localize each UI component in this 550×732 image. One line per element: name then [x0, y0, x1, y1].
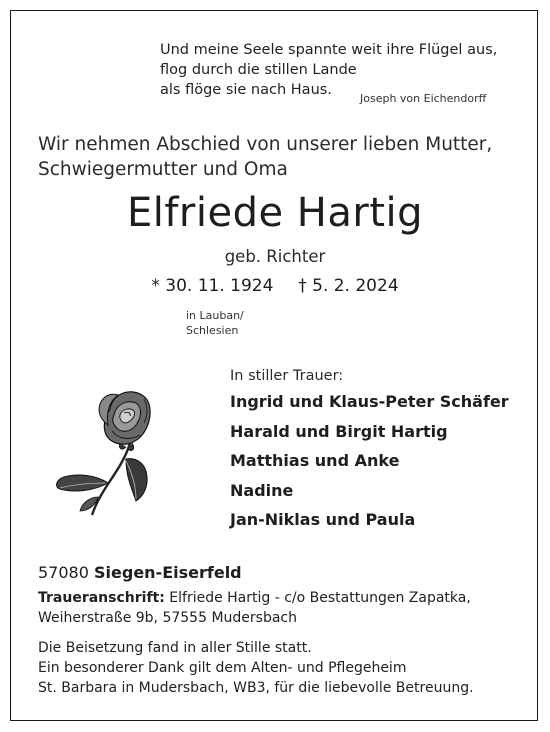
address-line: Elfriede Hartig - c/o Bestattungen Zapatka, — [169, 590, 471, 606]
birth-place-line: Schlesien — [186, 324, 239, 337]
poem-line: flog durch die stillen Lande — [160, 62, 357, 78]
poem — [160, 40, 497, 100]
mourner-name: Matthias und Anke — [230, 451, 400, 470]
deceased-name: Elfriede Hartig — [126, 190, 424, 236]
mourner-name: Ingrid und Klaus-Peter Schäfer — [230, 392, 509, 411]
poem-line: als flöge sie nach Haus. — [160, 82, 332, 98]
life-dates — [0, 276, 550, 296]
address-label: Traueranschrift: — [38, 590, 165, 606]
birth-place-line: in Lauban/ — [186, 309, 244, 322]
mourner-name: Nadine — [230, 480, 294, 500]
birth-place — [186, 308, 244, 338]
city-name: Siegen-Eiserfeld — [94, 563, 242, 582]
intro-text — [38, 132, 492, 182]
intro-line: Wir nehmen Abschied von unserer lieben Mutter, — [38, 134, 493, 155]
rose-icon — [52, 385, 152, 524]
note-line: St. Barbara in Mudersbach, WB3, für die liebevolle Betreuung. — [38, 680, 474, 696]
poem-line: Und meine Seele spannte weit ihre Flügel aus, — [160, 42, 498, 58]
note-line: Ein besonderer Dank gilt dem Alten- und Pflegeheim — [38, 660, 407, 676]
location — [38, 563, 242, 582]
mourner-name: Harald und Birgit Hartig — [230, 421, 448, 441]
poem-author: Joseph von Eichendorff — [360, 92, 487, 105]
zip-code: 57080 — [38, 563, 89, 582]
address-line: Weiherstraße 9b, 57555 Mudersbach — [38, 610, 297, 626]
mourning-heading: In stiller Trauer: — [230, 368, 344, 384]
death-date: † 5. 2. 2024 — [298, 276, 399, 296]
mourners-list — [230, 392, 509, 540]
birth-date: * 30. 11. 1924 — [151, 276, 274, 296]
birth-name: geb. Richter — [224, 247, 326, 266]
note-line: Die Beisetzung fand in aller Stille statt. — [38, 640, 312, 656]
intro-line: Schwiegermutter und Oma — [38, 159, 288, 180]
funeral-note — [38, 638, 474, 698]
mourner-name: Jan-Niklas und Paula — [230, 510, 416, 529]
mourning-address — [38, 588, 471, 628]
